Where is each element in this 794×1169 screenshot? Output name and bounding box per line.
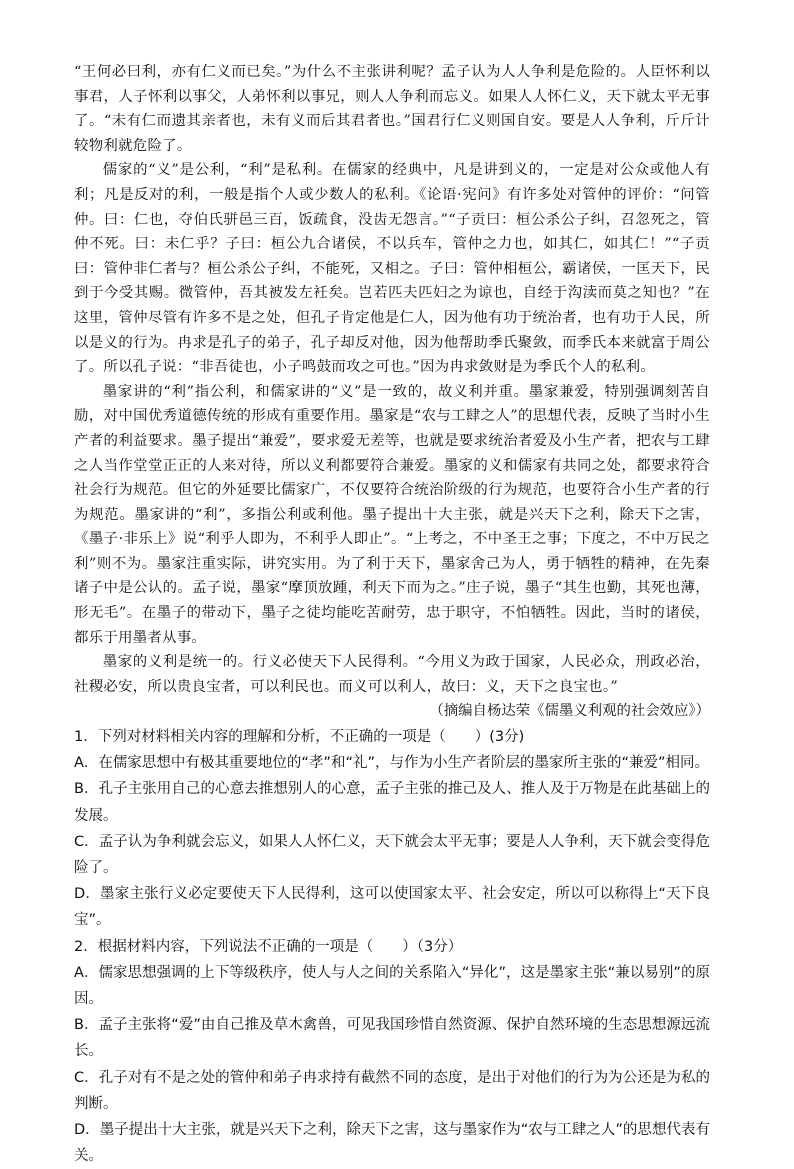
reading-passage: [74, 60, 710, 724]
question-2-option-a: A．儒家思想强调的上下等级秩序，使人与人之间的关系陷入“异化”，这是墨家主张“兼以易别”的原因。: [74, 964, 710, 1008]
question-2-option-c: C．孔子对有不是之处的管仲和弟子冉求持有截然不同的态度，是出于对他们的行为为公还是为私的判断。: [74, 1069, 710, 1112]
question-1-option-c: C．孟子认为争利就会忘义，如果人人怀仁义，天下就会太平无事；要是人人争利，天下就会变得危险了。: [74, 833, 710, 877]
question-1-option-b: B．孔子主张用自己的心意去推想别人的心意，孟子主张的推己及人、推人及于万物是在此基础上的发展。: [74, 781, 710, 824]
question-1-option-a: A．在儒家思想中有极其重要地位的“孝”和“礼”，与作为小生产者阶层的墨家所主张的“兼爱”相同。: [74, 755, 709, 772]
question-2-stem: 2．根据材料内容，下列说法不正确的一项是（ ）（3分）: [74, 938, 463, 955]
passage-paragraph-3: 墨家讲的“利”指公利，和儒家讲的“义”是一致的，故义利并重。墨家兼爱，特别强调刻苦自励，对中国优秀道德传统的形成有重要作用。墨家是“农与工肆之人”的思想代表，反映了当时小生产者的利益要求。墨子提出“兼爱”，要求爱无差等，也就是要求统治者爱及小生产者，把农与工肆之人当作堂堂正正的人来对待，所以义利都要符合兼爱。墨家的义和儒家有共同之处，都要求符合社会行为规范。但它的外延要比儒家广，不仅要符合统治阶级的行为规范，也要符合小生产者的行为规范。墨家讲的“利”，多指公利或利他。墨子提出十大主张，就是兴天下之利，除天下之害，《墨子·非乐上》说“利乎人即为，不利乎人即止”。“上考之，不中圣王之事；下度之，不中万民之利”则不为。墨家注重实际，讲究实用。为了利于天下，墨家舍己为人，勇于牺牲的精神，在先秦诸子中是公认的。孟子说，墨家“摩顶放踵，利天下而为之。”庄子说，墨子“其生也勤，其死也薄，形无毛”。在墨子的带动下，墨子之徒均能吃苦耐劳，忠于职守，不怕牺牲。因此，当时的诸侯，都乐于用墨者从事。: [74, 383, 710, 646]
question-1-stem: 1．下列对材料相关内容的理解和分析，不正确的一项是（ ）(3分): [74, 729, 525, 746]
question-2-option-d: D．墨子提出十大主张，就是兴天下之利，除天下之害，这与墨家作为“农与工肆之人”的思想代表有关。: [74, 1122, 710, 1165]
question-1-option-d: D．墨家主张行义必定要使天下人民得利，这可以使国家太平、社会安定，所以可以称得上“天下良宝”。: [74, 886, 710, 929]
passage-paragraph-4: 墨家的义利是统一的。行义必使天下人民得利。“今用义为政于国家，人民必众，刑政必治，社稷必安，所以贵良宝者，可以利民也。而义可以利人，故曰：义，天下之良宝也。”: [74, 654, 710, 695]
question-2-option-b: B．孟子主张将“爱”由自己推及草木禽兽，可见我国珍惜自然资源、保护自然环境的生态思想源远流长。: [74, 1017, 710, 1060]
passage-source: （摘编自杨达荣《儒墨义利观的社会效应》）: [429, 703, 710, 720]
question-2: [74, 934, 710, 1169]
passage-paragraph-1: “王何必曰利，亦有仁义而已矣。”为什么不主张讲利呢？孟子认为人人争利是危险的。人臣怀利以事君，人子怀利以事父，人弟怀利以事兄，则人人争利而忘义。如果人人怀仁义，天下就太平无事了。“未有仁而遗其亲者也，未有义而后其君者也。”国君行仁义则国自安。要是人人争利，斤斤计较物利就危险了。: [74, 64, 710, 154]
passage-paragraph-2: 儒家的“义”是公利，“利”是私利。在儒家的经典中，凡是讲到义的，一定是对公众或他人有利；凡是反对的利，一般是指个人或少数人的私利。《论语·宪问》有许多处对管仲的评价：“问管仲。曰：仁也，夺伯氏骈邑三百，饭疏食，没齿无怨言。”“子贡曰：桓公杀公子纠，召忽死之，管仲不死。曰：未仁乎？子曰：桓公九合诸侯，不以兵车，管仲之力也，如其仁，如其仁！”“子贡曰：管仲非仁者与？桓公杀公子纠，不能死，又相之。子曰：管仲相桓公，霸诸侯，一匡天下，民到于今受其赐。微管仲，吾其被发左衽矣。岂若匹夫匹妇之为谅也，自经于沟渎而莫之知也？”在这里，管仲尽管有许多不是之处，但孔子肯定他是仁人，因为他有功于统治者，也有功于人民，所以是义的行为。冉求是孔子的弟子，孔子却反对他，因为他帮助季氏聚敛，而季氏本来就富于周公了。所以孔子说：“非吾徒也，小子鸣鼓而攻之可也。”因为冉求敛财是为季氏个人的私利。: [74, 162, 710, 376]
question-1: [74, 724, 710, 934]
